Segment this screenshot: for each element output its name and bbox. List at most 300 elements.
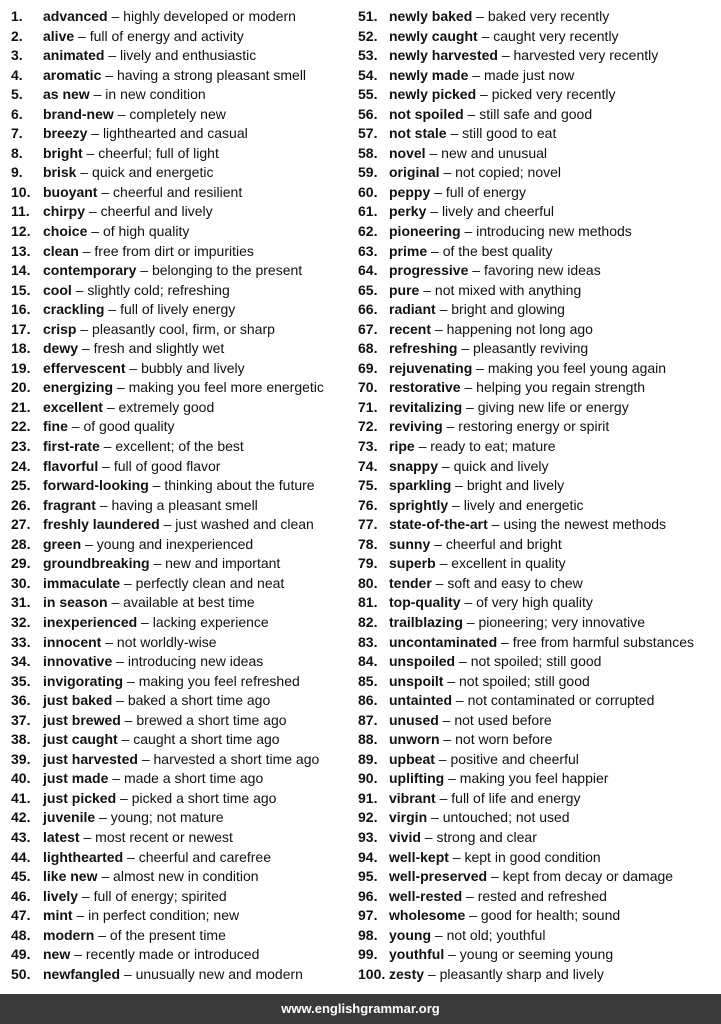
list-item	[11, 281, 356, 301]
item-term: zesty	[389, 965, 425, 982]
item-number: 24.	[11, 457, 31, 474]
item-number: 28.	[11, 535, 31, 552]
item-term: ripe	[389, 438, 415, 455]
item-separator: –	[468, 66, 484, 83]
item-term: mint	[43, 907, 73, 924]
item-definition: brewed a short time ago	[136, 711, 287, 728]
item-separator: –	[435, 789, 452, 806]
item-term: original	[389, 164, 440, 181]
item-definition: baked very recently	[487, 8, 610, 24]
item-definition: young or seeming young	[459, 946, 614, 963]
item-number: 81.	[358, 594, 378, 611]
item-definition: caught a short time ago	[133, 731, 280, 748]
list-item	[358, 965, 720, 985]
list-item	[11, 85, 356, 105]
item-definition: lacking experience	[152, 613, 269, 630]
item-number: 93.	[358, 828, 378, 845]
item-number: 78.	[358, 535, 378, 552]
item-number: 55.	[358, 86, 378, 103]
item-definition: of high quality	[102, 223, 190, 240]
item-separator: –	[67, 418, 84, 435]
item-separator: –	[123, 672, 139, 689]
item-term: refreshing	[389, 340, 458, 357]
item-term: fine	[43, 418, 68, 435]
item-separator: –	[460, 223, 477, 240]
item-number: 39.	[11, 750, 31, 767]
list-item	[11, 887, 356, 907]
item-number: 65.	[358, 281, 378, 298]
list-item	[358, 320, 720, 340]
item-separator: –	[78, 340, 94, 357]
list-item	[358, 27, 720, 47]
list-item	[358, 496, 720, 516]
item-definition: of the present time	[109, 926, 226, 943]
item-definition: making you feel young again	[487, 359, 667, 376]
item-separator: –	[82, 144, 99, 161]
item-separator: –	[87, 223, 103, 240]
item-term: immaculate	[43, 574, 121, 591]
list-item	[11, 593, 356, 613]
item-term: newly harvested	[389, 47, 498, 64]
item-separator: –	[414, 438, 431, 455]
item-separator: –	[108, 770, 124, 787]
item-separator: –	[439, 164, 456, 181]
item-term: sparkling	[389, 477, 452, 494]
item-term: uncontaminated	[389, 633, 498, 650]
list-item	[358, 867, 720, 887]
item-term: innovative	[43, 653, 113, 670]
item-definition: cheerful and bright	[445, 535, 562, 552]
item-number: 83.	[358, 633, 378, 650]
list-item	[11, 183, 356, 203]
item-number: 74.	[358, 457, 378, 474]
item-number: 61.	[358, 203, 378, 220]
item-number: 53.	[358, 47, 378, 64]
list-item	[358, 848, 720, 868]
item-number: 38.	[11, 731, 31, 748]
list-item	[11, 711, 356, 731]
item-separator: –	[81, 535, 97, 552]
item-definition: full of energy; spirited	[93, 887, 227, 904]
item-separator: –	[97, 183, 114, 200]
item-definition: thinking about the future	[164, 477, 315, 494]
item-number: 12.	[11, 223, 31, 240]
item-definition: full of lively energy	[120, 301, 236, 318]
item-term: choice	[43, 223, 88, 240]
list-item	[11, 46, 356, 66]
item-term: advanced	[43, 8, 108, 24]
item-definition: of good quality	[83, 418, 175, 435]
list-item	[11, 730, 356, 750]
list-item	[11, 417, 356, 437]
item-definition: using the newest methods	[503, 516, 667, 533]
item-term: youthful	[389, 946, 445, 963]
item-separator: –	[451, 477, 467, 494]
list-item	[11, 398, 356, 418]
list-item	[358, 261, 720, 281]
item-number: 25.	[11, 477, 31, 494]
item-number: 32.	[11, 613, 31, 630]
list-item	[358, 672, 720, 692]
footer-url: www.englishgrammar.org	[281, 1001, 440, 1016]
list-item	[358, 85, 720, 105]
list-item	[358, 359, 720, 379]
item-number: 34.	[11, 653, 31, 670]
item-separator: –	[97, 868, 114, 885]
item-term: vibrant	[389, 789, 436, 806]
item-term: crackling	[43, 301, 105, 318]
item-number: 31.	[11, 594, 31, 611]
item-separator: –	[79, 828, 96, 845]
item-separator: –	[102, 398, 119, 415]
item-term: just made	[43, 770, 109, 787]
item-separator: –	[104, 301, 121, 318]
item-term: just harvested	[43, 750, 138, 767]
item-term: not spoiled	[389, 105, 464, 122]
item-number: 72.	[358, 418, 378, 435]
list-item	[358, 808, 720, 828]
item-definition: untouched; not used	[442, 809, 570, 826]
list-item	[11, 105, 356, 125]
item-term: pioneering	[389, 223, 461, 240]
item-definition: not used before	[454, 711, 552, 728]
item-separator: –	[137, 750, 154, 767]
list-item	[11, 633, 356, 653]
item-definition: soft and easy to chew	[447, 574, 583, 591]
item-definition: free from dirt or impurities	[94, 242, 254, 259]
item-term: newly caught	[389, 27, 478, 44]
list-item	[11, 848, 356, 868]
list-item	[11, 66, 356, 86]
item-number: 86.	[358, 692, 378, 709]
list-item	[11, 867, 356, 887]
item-definition: recently made or introduced	[85, 946, 260, 963]
item-definition: ready to eat; mature	[430, 438, 556, 455]
list-item	[358, 144, 720, 164]
item-term: young	[389, 926, 431, 943]
item-separator: –	[71, 281, 88, 298]
item-number: 90.	[358, 770, 378, 787]
item-definition: just washed and clean	[175, 516, 314, 533]
list-item	[358, 105, 720, 125]
item-number: 87.	[358, 711, 378, 728]
list-item	[11, 144, 356, 164]
item-definition: of very high quality	[476, 594, 593, 611]
item-definition: cheerful and resilient	[113, 183, 243, 200]
item-term: bright	[43, 144, 83, 161]
item-number: 36.	[11, 692, 31, 709]
list-item	[11, 554, 356, 574]
item-term: rejuvenating	[389, 359, 473, 376]
item-separator: –	[427, 242, 443, 259]
list-item	[11, 965, 356, 985]
item-term: buoyant	[43, 183, 98, 200]
item-definition: pleasantly reviving	[473, 340, 589, 357]
item-number: 100.	[358, 965, 386, 982]
list-item	[11, 789, 356, 809]
item-number: 42.	[11, 809, 31, 826]
list-item	[358, 711, 720, 731]
item-number: 5.	[11, 86, 23, 103]
list-item	[11, 27, 356, 47]
item-term: just caught	[43, 731, 118, 748]
item-number: 23.	[11, 438, 31, 455]
list-item	[11, 242, 356, 262]
item-separator: –	[104, 47, 121, 64]
item-number: 45.	[11, 868, 31, 885]
item-term: unworn	[389, 731, 440, 748]
item-number: 97.	[358, 907, 378, 924]
item-separator: –	[442, 418, 459, 435]
item-definition: made a short time ago	[123, 770, 264, 787]
item-definition: slightly cold; refreshing	[87, 281, 230, 298]
item-number: 62.	[358, 223, 378, 240]
item-separator: –	[85, 203, 101, 220]
item-separator: –	[439, 731, 456, 748]
item-definition: making you feel more energetic	[128, 379, 324, 396]
item-definition: happening not long ago	[446, 320, 593, 337]
item-number: 50.	[11, 965, 31, 982]
item-definition: harvested a short time ago	[153, 750, 320, 767]
item-separator: –	[431, 926, 447, 943]
list-item	[358, 163, 720, 183]
item-term: lively	[43, 887, 79, 904]
item-term: upbeat	[389, 750, 435, 767]
item-number: 60.	[358, 183, 378, 200]
item-term: reviving	[389, 418, 443, 435]
item-term: contemporary	[43, 262, 137, 279]
item-number: 37.	[11, 711, 31, 728]
item-number: 41.	[11, 789, 31, 806]
list-item	[358, 789, 720, 809]
item-term: wholesome	[389, 907, 466, 924]
list-item	[358, 222, 720, 242]
item-definition: of the best quality	[442, 242, 553, 259]
item-separator: –	[113, 105, 130, 122]
item-separator: –	[452, 692, 468, 709]
item-separator: –	[448, 848, 465, 865]
item-definition: not contaminated or corrupted	[467, 692, 655, 709]
item-definition: young and inexperienced	[96, 535, 254, 552]
item-term: virgin	[389, 809, 428, 826]
item-definition: favoring new ideas	[483, 262, 601, 279]
list-item	[358, 633, 720, 653]
item-term: novel	[389, 144, 426, 161]
item-definition: restoring energy or spirit	[458, 418, 610, 435]
item-separator: –	[95, 496, 112, 513]
list-item	[358, 457, 720, 477]
item-separator: –	[76, 320, 93, 337]
item-definition: strong and clear	[436, 828, 537, 845]
item-number: 66.	[358, 301, 378, 318]
item-number: 51.	[358, 8, 378, 24]
item-separator: –	[472, 8, 488, 24]
item-definition: still good to eat	[462, 125, 557, 142]
item-separator: –	[101, 633, 117, 650]
item-term: dewy	[43, 340, 79, 357]
item-term: breezy	[43, 125, 88, 142]
item-definition: quick and energetic	[92, 164, 214, 181]
item-term: latest	[43, 828, 80, 845]
item-definition: good for health; sound	[480, 907, 621, 924]
item-term: animated	[43, 47, 105, 64]
item-number: 89.	[358, 750, 378, 767]
item-number: 44.	[11, 848, 31, 865]
item-separator: –	[462, 887, 478, 904]
item-definition: cheerful and lively	[100, 203, 213, 220]
item-definition: introducing new methods	[476, 223, 632, 240]
list-item	[11, 202, 356, 222]
item-separator: –	[487, 868, 503, 885]
item-definition: cheerful; full of light	[98, 144, 219, 161]
list-item	[11, 163, 356, 183]
item-separator: –	[149, 555, 166, 572]
list-item	[358, 691, 720, 711]
item-separator: –	[444, 946, 460, 963]
item-definition: full of good flavor	[113, 457, 221, 474]
item-number: 75.	[358, 477, 378, 494]
item-term: in season	[43, 594, 108, 611]
item-separator: –	[446, 125, 463, 142]
item-definition: rested and refreshed	[477, 887, 607, 904]
item-definition: not spoiled; still good	[459, 672, 590, 689]
item-separator: –	[438, 457, 454, 474]
item-separator: –	[460, 379, 477, 396]
list-item	[11, 515, 356, 535]
item-separator: –	[431, 320, 447, 337]
item-term: trailblazing	[389, 613, 463, 630]
item-definition: full of life and energy	[451, 789, 581, 806]
list-item	[11, 222, 356, 242]
item-definition: excellent in quality	[451, 555, 566, 572]
item-number: 59.	[358, 164, 378, 181]
item-term: not stale	[389, 125, 447, 142]
item-number: 29.	[11, 555, 31, 572]
item-separator: –	[487, 516, 504, 533]
item-term: effervescent	[43, 359, 126, 376]
item-number: 63.	[358, 242, 378, 259]
list-item	[358, 613, 720, 633]
item-term: perky	[389, 203, 427, 220]
item-number: 35.	[11, 672, 31, 689]
item-term: lighthearted	[43, 848, 124, 865]
item-term: excellent	[43, 398, 103, 415]
list-item	[358, 46, 720, 66]
item-separator: –	[87, 125, 103, 142]
item-term: clean	[43, 242, 79, 259]
item-definition: having a pleasant smell	[111, 496, 258, 513]
item-number: 2.	[11, 27, 23, 44]
item-separator: –	[78, 887, 94, 904]
list-item	[358, 66, 720, 86]
item-term: just brewed	[43, 711, 121, 728]
item-term: untainted	[389, 692, 452, 709]
item-definition: belonging to the present	[151, 262, 303, 279]
item-term: newfangled	[43, 965, 121, 982]
item-separator: –	[123, 848, 139, 865]
list-item	[358, 378, 720, 398]
item-separator: –	[117, 731, 134, 748]
item-separator: –	[448, 496, 464, 513]
item-definition: picked a short time ago	[131, 789, 277, 806]
item-separator: –	[443, 672, 460, 689]
item-number: 47.	[11, 907, 31, 924]
item-term: newly made	[389, 66, 469, 83]
item-definition: not spoiled; still good	[470, 653, 602, 670]
item-term: just picked	[43, 789, 117, 806]
item-definition: cheerful and carefree	[138, 848, 272, 865]
item-definition: in new condition	[105, 86, 206, 103]
item-definition: making you feel happier	[459, 770, 609, 787]
item-number: 98.	[358, 926, 378, 943]
list-item	[358, 417, 720, 437]
list-item	[358, 730, 720, 750]
item-definition: new and important	[165, 555, 281, 572]
item-definition: kept in good condition	[464, 848, 601, 865]
item-term: energizing	[43, 379, 114, 396]
item-number: 69.	[358, 359, 378, 376]
item-term: well-preserved	[389, 868, 488, 885]
item-definition: excellent; of the best	[115, 438, 244, 455]
item-definition: made just now	[483, 66, 575, 83]
item-definition: not copied; novel	[455, 164, 561, 181]
list-item	[11, 808, 356, 828]
item-term: newly picked	[389, 86, 477, 103]
list-item	[11, 300, 356, 320]
item-term: brisk	[43, 164, 77, 181]
item-separator: –	[497, 633, 513, 650]
list-item	[358, 750, 720, 770]
item-number: 14.	[11, 262, 31, 279]
item-term: newly baked	[389, 8, 473, 24]
list-item	[358, 300, 720, 320]
list-item	[11, 457, 356, 477]
item-definition: available at best time	[123, 594, 255, 611]
footer-bar	[0, 994, 721, 1024]
item-separator: –	[72, 907, 89, 924]
item-term: peppy	[389, 183, 431, 200]
item-term: brand-new	[43, 105, 114, 122]
item-number: 52.	[358, 27, 378, 44]
item-separator: –	[434, 750, 451, 767]
item-number: 95.	[358, 868, 378, 885]
item-definition: bright and lively	[466, 477, 565, 494]
item-separator: –	[159, 516, 176, 533]
item-number: 70.	[358, 379, 378, 396]
item-separator: –	[76, 164, 93, 181]
list-item	[11, 496, 356, 516]
list-item	[11, 750, 356, 770]
item-definition: new and unusual	[441, 144, 548, 161]
item-definition: bright and glowing	[451, 301, 565, 318]
item-separator: –	[136, 262, 152, 279]
item-definition: pioneering; very innovative	[478, 613, 646, 630]
item-number: 56.	[358, 105, 378, 122]
item-definition: in perfect condition; new	[88, 907, 240, 924]
item-term: crisp	[43, 320, 77, 337]
item-definition: giving new life or energy	[477, 398, 629, 415]
item-term: tender	[389, 574, 432, 591]
item-term: inexperienced	[43, 613, 138, 630]
item-term: fragrant	[43, 496, 96, 513]
list-item	[358, 554, 720, 574]
item-separator: –	[435, 301, 452, 318]
item-separator: –	[107, 594, 124, 611]
list-item	[11, 613, 356, 633]
item-term: unspoilt	[389, 672, 444, 689]
item-separator: –	[430, 183, 446, 200]
list-item	[358, 593, 720, 613]
